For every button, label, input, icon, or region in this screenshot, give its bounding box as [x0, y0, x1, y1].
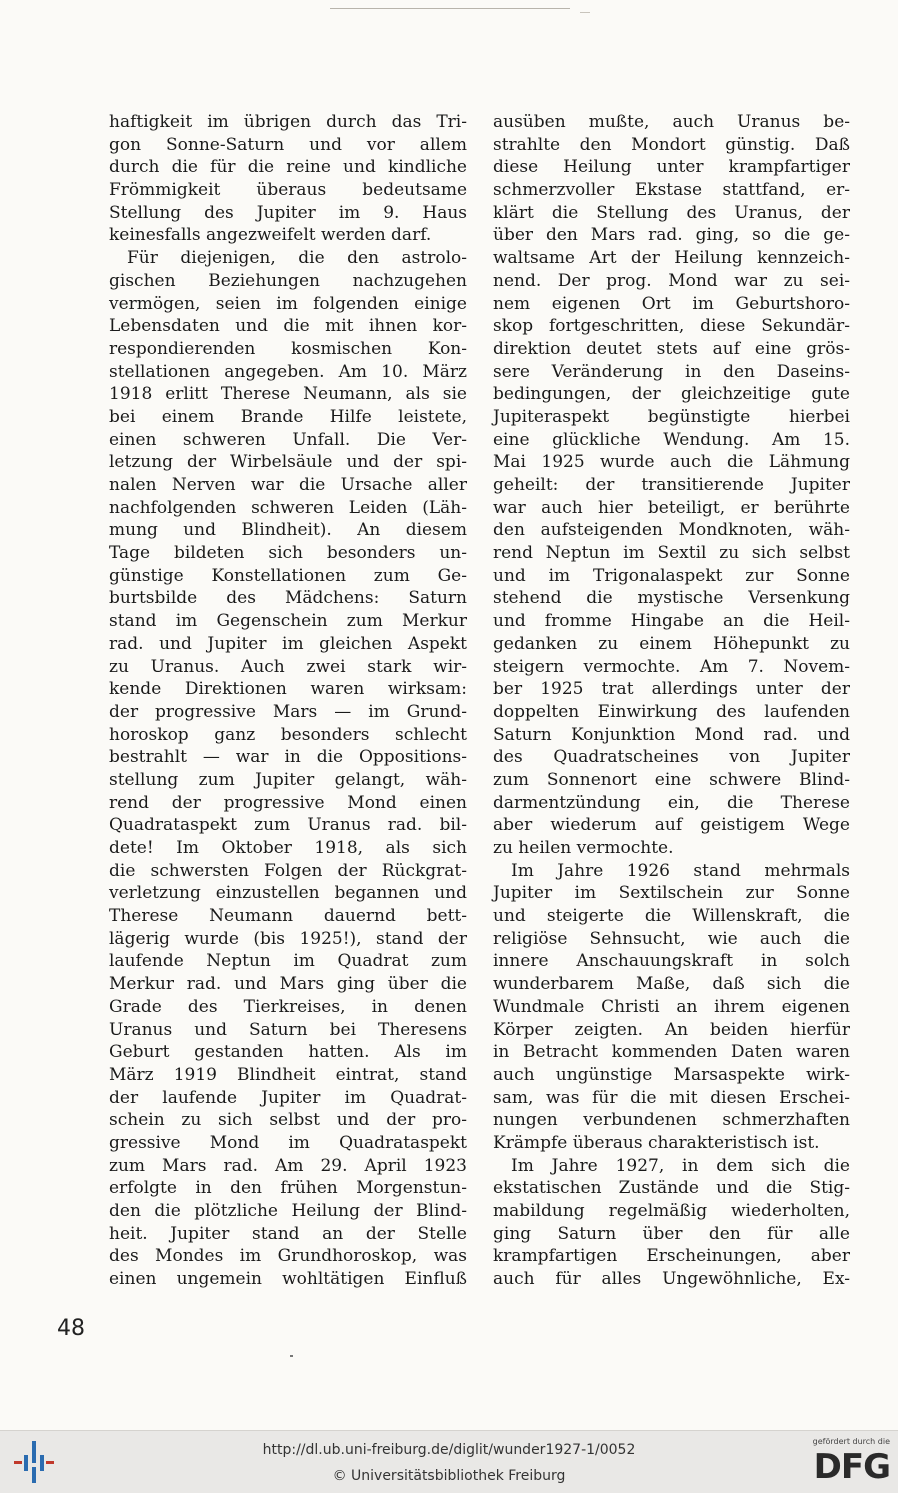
text-line: Lebensdaten und die mit ihnen kor- — [109, 316, 467, 337]
text-line: gischen Beziehungen nachzugehen — [109, 270, 467, 291]
text-line: waltsame Art der Heilung kennzeich- — [493, 248, 850, 269]
text-line: gressive Mond im Quadrataspekt — [109, 1132, 467, 1153]
permalink-url[interactable]: http://dl.ub.uni-freiburg.de/diglit/wunder1927-1/0052 — [262, 1442, 636, 1458]
text-line: Krämpfe überaus charakteristisch ist. — [493, 1132, 820, 1153]
scan-speck — [290, 1355, 293, 1357]
text-line: Quadrataspekt zum Uranus rad. bil- — [109, 815, 467, 836]
text-line: gedanken zu einem Höhepunkt zu — [493, 633, 850, 654]
text-line: stellung zum Jupiter gelangt, wäh- — [109, 769, 467, 790]
text-line: laufende Neptun im Quadrat zum — [109, 951, 467, 972]
text-line: 1918 erlitt Therese Neumann, als sie — [109, 384, 467, 405]
text-line: keinesfalls angezweifelt werden darf. — [109, 225, 432, 246]
text-line: Stellung des Jupiter im 9. Haus — [109, 202, 467, 223]
text-line: stellationen angegeben. Am 10. März — [109, 361, 467, 382]
text-line: aber wiederum auf geistigem Wege — [493, 815, 850, 836]
text-line: bestrahlt — war in die Oppositions- — [109, 747, 467, 768]
text-line: ausüben mußte, auch Uranus be- — [493, 112, 850, 132]
text-line: skop fortgeschritten, diese Sekundär- — [493, 316, 850, 337]
text-line: lägerig wurde (bis 1925!), stand der — [109, 928, 467, 949]
right-text-column — [493, 111, 850, 1291]
scan-edge-line — [330, 8, 570, 9]
text-line: einen ungemein wohltätigen Einfluß — [109, 1269, 467, 1290]
text-line: nalen Nerven war die Ursache aller — [109, 475, 467, 495]
text-line: März 1919 Blindheit eintrat, stand — [109, 1064, 467, 1085]
text-line: letzung der Wirbelsäule und der spi- — [109, 452, 467, 473]
text-line: der laufende Jupiter im Quadrat- — [109, 1087, 467, 1108]
text-line: innere Anschauungskraft in solch — [493, 951, 850, 972]
text-line: Geburt gestanden hatten. Als im — [109, 1042, 467, 1063]
text-line: der progressive Mars — im Grund- — [109, 701, 467, 722]
text-line: Körper zeigten. An beiden hierfür — [493, 1019, 850, 1040]
text-line: Tage bildeten sich besonders un- — [109, 543, 467, 564]
text-line: nungen verbundenen schmerzhaften — [493, 1110, 850, 1131]
text-line: Für diejenigen, die den astrolo- — [127, 248, 467, 269]
text-line: horoskop ganz besonders schlecht — [109, 724, 467, 745]
text-line: auch ungünstige Marsaspekte wirk- — [493, 1064, 850, 1085]
text-line: Saturn Konjunktion Mond rad. und — [493, 724, 850, 745]
text-line: ging Saturn über den für alle — [493, 1223, 850, 1244]
text-line: Grade des Tierkreises, in denen — [109, 996, 467, 1017]
text-line: schein zu sich selbst und der pro- — [109, 1110, 467, 1131]
text-line: Im Jahre 1927, in dem sich die — [511, 1155, 850, 1176]
text-line: haftigkeit im übrigen durch das Tri- — [109, 112, 467, 132]
copyright-notice: © Universitätsbibliothek Freiburg — [332, 1468, 566, 1484]
text-line: und steigerte die Willenskraft, die — [493, 906, 850, 927]
text-line: Wundmale Christi an ihrem eigenen — [493, 996, 850, 1017]
text-line: klärt die Stellung des Uranus, der — [493, 202, 850, 223]
text-line: burtsbilde des Mädchens: Saturn — [109, 588, 467, 609]
dfg-tagline: gefördert durch die — [812, 1437, 890, 1446]
text-line: strahlte den Mondort günstig. Daß — [493, 134, 850, 155]
text-line: Jupiteraspekt begünstigte hierbei — [493, 406, 850, 427]
text-line: stehend die mystische Versenkung — [493, 588, 850, 609]
text-line: nend. Der prog. Mond war zu sei- — [493, 270, 850, 291]
text-line: Im Jahre 1926 stand mehrmals — [511, 860, 850, 881]
text-line: günstige Konstellationen zum Ge- — [109, 565, 467, 586]
text-line: steigern vermochte. Am 7. Novem- — [493, 656, 850, 677]
text-line: Uranus und Saturn bei Theresens — [109, 1019, 467, 1040]
text-line: bedingungen, der gleichzeitige gute — [493, 384, 850, 405]
text-line: eine glückliche Wendung. Am 15. — [493, 429, 850, 450]
text-line: Therese Neumann dauernd bett- — [109, 906, 467, 927]
text-line: ekstatischen Zustände und die Stig- — [493, 1178, 850, 1199]
text-line: erfolgte in den frühen Morgenstun- — [109, 1178, 467, 1199]
text-line: Frömmigkeit überaus bedeutsame — [109, 180, 467, 201]
text-line: krampfartigen Erscheinungen, aber — [493, 1246, 850, 1267]
text-line: zu Uranus. Auch zwei stark wir- — [109, 656, 467, 677]
text-line: wunderbarem Maße, daß sich die — [493, 974, 850, 995]
text-line: Mai 1925 wurde auch die Lähmung — [493, 452, 850, 473]
text-line: nachfolgenden schweren Leiden (Läh- — [109, 497, 467, 518]
text-line: bei einem Brande Hilfe leistete, — [109, 406, 467, 427]
text-line: schmerzvoller Ekstase stattfand, er- — [493, 180, 850, 201]
text-line: rend Neptun im Sextil zu sich selbst — [493, 543, 850, 564]
text-line: ber 1925 trat allerdings unter der — [493, 679, 850, 700]
text-line: doppelten Einwirkung des laufenden — [493, 701, 850, 722]
text-line: nem eigenen Ort im Geburtshoro- — [493, 293, 850, 314]
text-line: stand im Gegenschein zum Merkur — [109, 611, 467, 632]
text-line: in Betracht kommenden Daten waren — [493, 1042, 850, 1063]
text-line: heit. Jupiter stand an der Stelle — [109, 1223, 467, 1244]
text-line: Jupiter im Sextilschein zur Sonne — [493, 883, 850, 904]
text-line: über den Mars rad. ging, so die ge- — [493, 225, 850, 246]
text-line: Merkur rad. und Mars ging über die — [109, 974, 467, 995]
text-line: geheilt: der transitierende Jupiter — [493, 475, 850, 495]
scan-edge-mark — [580, 12, 590, 13]
text-line: und im Trigonalaspekt zur Sonne — [493, 565, 850, 586]
viewer-footer — [0, 1430, 898, 1493]
text-line: mabildung regelmäßig wiederholten, — [493, 1201, 850, 1221]
text-line: zum Mars rad. Am 29. April 1923 — [109, 1155, 467, 1176]
text-line: mung und Blindheit). An diesem — [109, 520, 467, 541]
text-line: des Quadratscheines von Jupiter — [493, 747, 850, 768]
text-line: vermögen, seien im folgenden einige — [109, 293, 467, 314]
text-line: rend der progressive Mond einen — [109, 792, 467, 813]
text-line: gon Sonne-Saturn und vor allem — [109, 134, 467, 155]
text-line: und fromme Hingabe an die Heil- — [493, 611, 850, 632]
text-line: darmentzündung ein, die Therese — [493, 792, 850, 813]
text-line: auch für alles Ungewöhnliche, Ex- — [493, 1269, 850, 1290]
text-line: direktion deutet stets auf eine grös- — [493, 338, 850, 359]
left-text-column — [109, 111, 467, 1291]
text-line: respondierenden kosmischen Kon- — [109, 338, 467, 359]
text-line: religiöse Sehnsucht, wie auch die — [493, 928, 850, 949]
dfg-logo: DFG — [813, 1447, 890, 1487]
text-line: verletzung einzustellen begannen und — [109, 883, 467, 904]
text-line: des Mondes im Grundhoroskop, was — [109, 1246, 467, 1267]
text-line: einen schweren Unfall. Die Ver- — [109, 429, 467, 450]
text-line: rad. und Jupiter im gleichen Aspekt — [109, 633, 467, 654]
page-number: 48 — [57, 1316, 85, 1341]
text-line: sam, was für die mit diesen Erschei- — [493, 1087, 850, 1108]
text-line: den aufsteigenden Mondknoten, wäh- — [493, 520, 850, 541]
text-line: den die plötzliche Heilung der Blind- — [109, 1201, 467, 1221]
text-line: dete! Im Oktober 1918, als sich — [109, 838, 467, 858]
text-line: durch die für die reine und kindliche — [109, 157, 467, 178]
text-line: diese Heilung unter krampfartiger — [493, 157, 850, 178]
text-line: zum Sonnenort eine schwere Blind- — [493, 769, 850, 790]
text-line: sere Veränderung in den Daseins- — [493, 361, 850, 382]
text-line: die schwersten Folgen der Rückgrat- — [109, 860, 467, 881]
text-line: war auch hier beteiligt, er berührte — [493, 497, 850, 518]
text-line: kende Direktionen waren wirksam: — [109, 679, 467, 700]
text-line: zu heilen vermochte. — [493, 838, 674, 858]
